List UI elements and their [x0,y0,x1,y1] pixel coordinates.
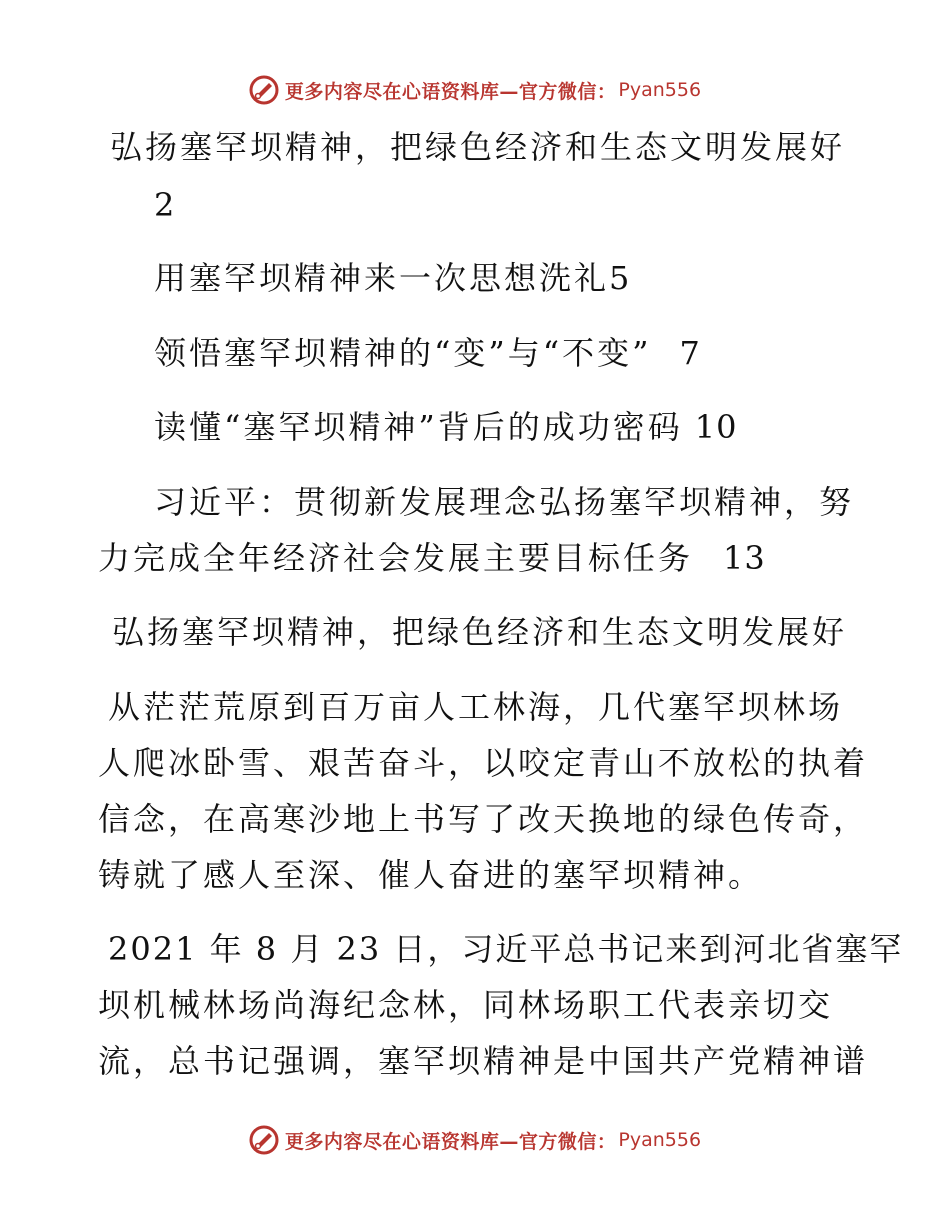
watermark-id: Pyan556 [618,79,702,101]
toc-item-title: 用塞罕坝精神来一次思想洗礼 [154,259,610,297]
article-paragraph-2-line-2: 坝机械林场尚海纪念林，同林场职工代表亲切交 [98,986,834,1024]
watermark-banner-bottom [0,1120,950,1160]
toc-item-title-line2: 力完成全年经济社会发展主要目标任务 [98,539,694,577]
logo-icon [249,75,279,105]
article-paragraph-2-line-1: 2021 年 8 月 23 日，习近平总书记来到河北省塞罕 [108,930,904,968]
toc-item-page: 10 [694,408,738,446]
watermark-banner-top [0,70,950,110]
article-paragraph-1-line-1: 从茫茫荒原到百万亩人工林海，几代塞罕坝林场 [108,688,844,726]
article-paragraph-2-line-3: 流，总书记强调，塞罕坝精神是中国共产党精神谱 [98,1042,869,1080]
toc-item-page: 5 [609,259,631,297]
article-paragraph-1-line-2: 人爬冰卧雪、艰苦奋斗，以咬定青山不放松的执着 [98,744,869,782]
watermark-text: 更多内容尽在心语资料库—官方微信： [284,80,617,103]
toc-item-3[interactable] [154,333,701,373]
watermark-id: Pyan556 [618,1129,702,1151]
article-paragraph-1-line-3: 信念，在高寒沙地上书写了改天换地的绿色传奇， [98,800,869,838]
article-title: 弘扬塞罕坝精神，把绿色经济和生态文明发展好 [112,613,848,651]
toc-item-5-cont[interactable] [98,538,766,578]
toc-item-page: 13 [723,539,766,577]
article-paragraph-1-line-4: 铸就了感人至深、催人奋进的塞罕坝精神。 [98,856,764,894]
toc-item-page: 7 [679,334,701,372]
toc-item-title: 弘扬塞罕坝精神，把绿色经济和生态文明发展好 [110,128,846,166]
toc-item-5[interactable] [154,482,854,522]
toc-item-1-page: 2 [154,186,176,224]
toc-item-title-line1: 习近平：贯彻新发展理念弘扬塞罕坝精神，努 [154,483,855,521]
toc-item-title: 领悟塞罕坝精神的“变”与“不变” [154,334,652,372]
toc-item-4[interactable] [154,407,737,447]
logo-icon [249,1125,279,1155]
toc-item-2[interactable] [154,258,630,298]
toc-item-title: 读懂“塞罕坝精神”背后的成功密码 [154,408,683,446]
watermark-text: 更多内容尽在心语资料库—官方微信： [284,1130,617,1153]
toc-item-1[interactable] [110,127,845,167]
